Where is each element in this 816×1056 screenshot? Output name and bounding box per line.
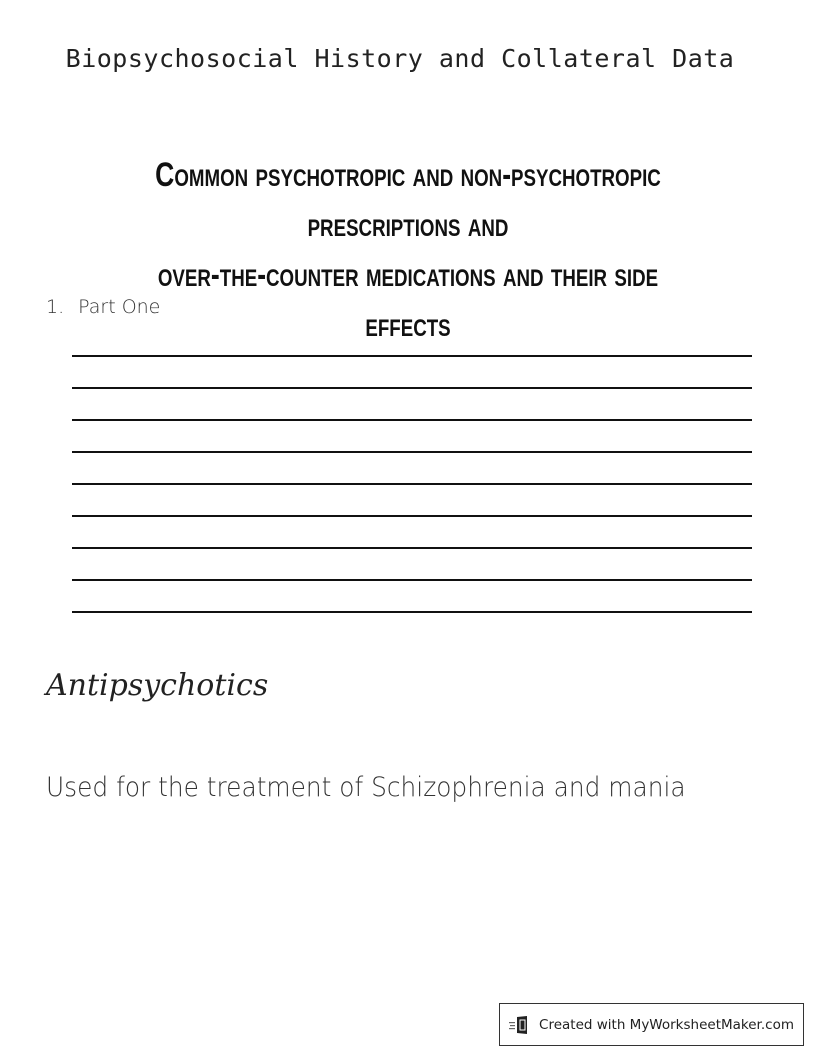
answer-line[interactable] xyxy=(72,387,752,389)
section-body: Used for the treatment of Schizophrenia and mania xyxy=(46,772,686,803)
worksheet-title xyxy=(113,150,703,350)
answer-line[interactable] xyxy=(72,515,752,517)
worksheet-logo-icon xyxy=(509,1014,531,1036)
answer-line[interactable] xyxy=(72,611,752,613)
title-line-2: over-the-counter medications and their side effects xyxy=(157,256,659,344)
answer-lines xyxy=(72,355,752,643)
answer-line[interactable] xyxy=(72,579,752,581)
question-number: 1. xyxy=(46,296,65,318)
badge-text: Created with MyWorksheetMaker.com xyxy=(539,1016,794,1033)
answer-line[interactable] xyxy=(72,483,752,485)
created-with-badge[interactable] xyxy=(499,1003,804,1046)
answer-line[interactable] xyxy=(72,355,752,357)
worksheet-subtitle: Biopsychosocial History and Collateral Data xyxy=(65,44,735,73)
question-label: Part One xyxy=(78,296,161,318)
section-heading: Antipsychotics xyxy=(46,668,269,703)
answer-line[interactable] xyxy=(72,547,752,549)
answer-line[interactable] xyxy=(72,419,752,421)
title-line-1: Common psychotropic and non-psychotropic prescriptions and xyxy=(155,156,661,244)
answer-line[interactable] xyxy=(72,451,752,453)
question-1 xyxy=(46,296,160,318)
